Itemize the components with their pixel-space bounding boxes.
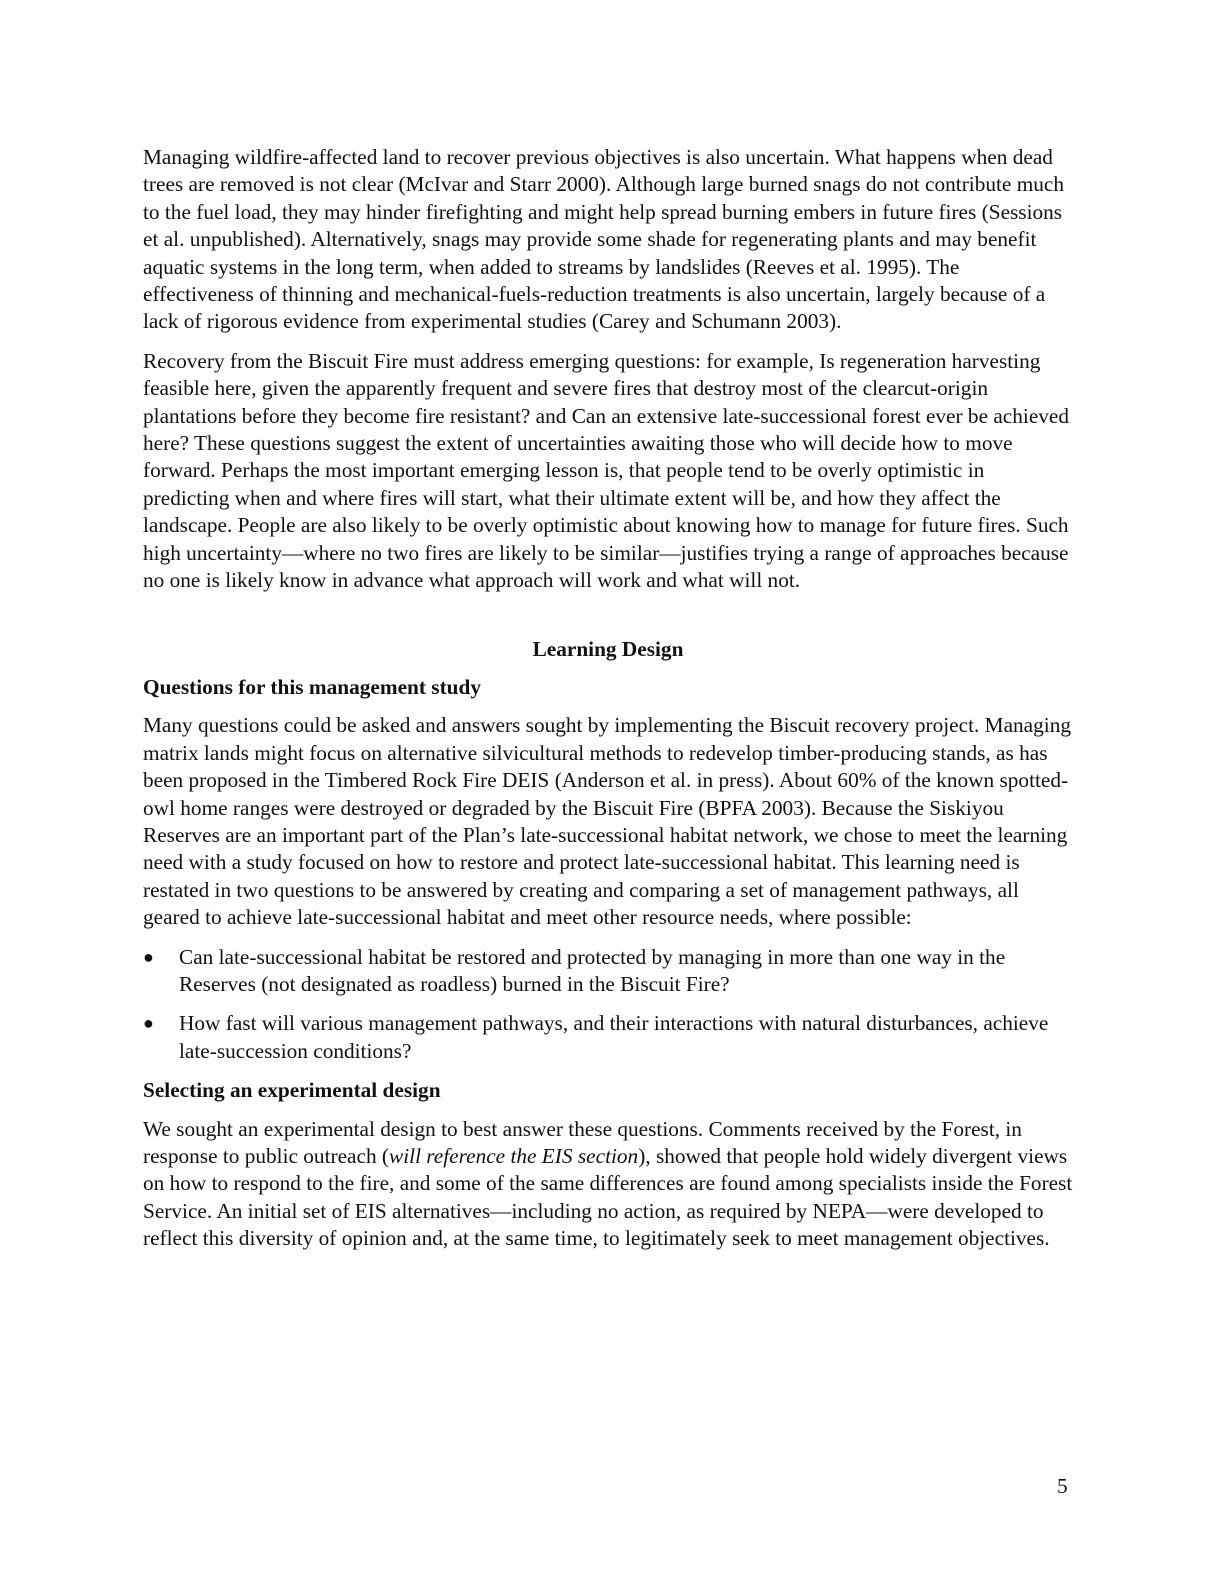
list-item <box>143 1010 1073 1065</box>
subheading-questions: Questions for this management study <box>143 674 482 699</box>
page-number: 5 <box>1057 1474 1068 1498</box>
paragraph-text-end: ), showed that people hold widely divergent views on how to respond to the fire, and some of the same differences are found among specialists inside the Forest Service. An initial set of EIS alternatives—including no action, as required by NEPA—were developed to reflect this diversity of opinion and, at the same time, to legitimately seek to meet management objectives. <box>143 1144 1073 1251</box>
questions-paragraph: Many questions could be asked and answers sought by implementing the Biscuit recovery project. Managing matrix lands might focus on alternative silvicultural methods to redevelop timber-producing stands, as has been proposed in the Timbered Rock Fire DEIS (Anderson et al. in press). About 60% of the known spotted-owl home ranges were destroyed or degraded by the Biscuit Fire (BPFA 2003). Because the Siskiyou Reserves are an important part of the Plan’s late-successional habitat network, we chose to meet the learning need with a study focused on how to restore and protect late-successional habitat. This learning need is restated in two questions to be answered by creating and comparing a set of management pathways, all geared to achieve late-successional habitat and meet other resource needs, where possible: <box>143 713 1071 930</box>
bullet-text: Can late-successional habitat be restored and protected by managing in more than one way in the Reserves (not designated as roadless) burned in the Biscuit Fire? <box>179 944 1006 996</box>
experimental-design-paragraph <box>143 1116 1073 1253</box>
eis-reference-note: will reference the EIS section <box>389 1144 639 1168</box>
section-title-learning-design: Learning Design <box>532 636 684 661</box>
intro-paragraph-uncertainty: Managing wildfire-affected land to recover previous objectives is also uncertain. What happens when dead trees are removed is not clear (McIvar and Starr 2000). Although large burned snags do not contribute much to the fuel load, they may hinder firefighting and might help spread burning embers in future fires (Sessions et al. unpublished). Alternatively, snags may provide some shade for regenerating plants and may benefit aquatic systems in the long term, when added to streams by landslides (Reeves et al. 1995). The effectiveness of thinning and mechanical-fuels-reduction treatments is also uncertain, largely because of a lack of rigorous evidence from experimental studies (Carey and Schumann 2003). <box>143 145 1065 334</box>
bullet-text: How fast will various management pathways, and their interactions with natural disturbances, achieve late-succession conditions? <box>179 1011 1049 1063</box>
paragraph-text-start: We sought an experimental design to best answer these questions. Comments received by the Forest, in response to public outreach ( <box>143 1116 1022 1168</box>
intro-paragraph-recovery: Recovery from the Biscuit Fire must address emerging questions: for example, Is regeneration harvesting feasible here, given the apparently frequent and severe fires that destroy most of the clearcut-origin plantations before they become fire resistant? and Can an extensive late-successional forest ever be achieved here? These questions suggest the extent of uncertainties awaiting those who will decide how to move forward. Perhaps the most important emerging lesson is, that people tend to be overly optimistic in predicting when and where fires will start, what their ultimate extent will be, and how they affect the landscape. People are also likely to be overly optimistic about knowing how to manage for future fires. Such high uncertainty—where no two fires are likely to be similar—justifies trying a range of approaches because no one is likely know in advance what approach will work and what will not. <box>143 348 1070 593</box>
list-item <box>143 944 1073 999</box>
bullet-icon: ● <box>143 946 154 967</box>
document-page <box>143 144 1073 1265</box>
subheading-experimental-design: Selecting an experimental design <box>143 1078 441 1103</box>
questions-bullet-list <box>143 944 1073 1066</box>
bullet-icon: ● <box>143 1013 154 1034</box>
